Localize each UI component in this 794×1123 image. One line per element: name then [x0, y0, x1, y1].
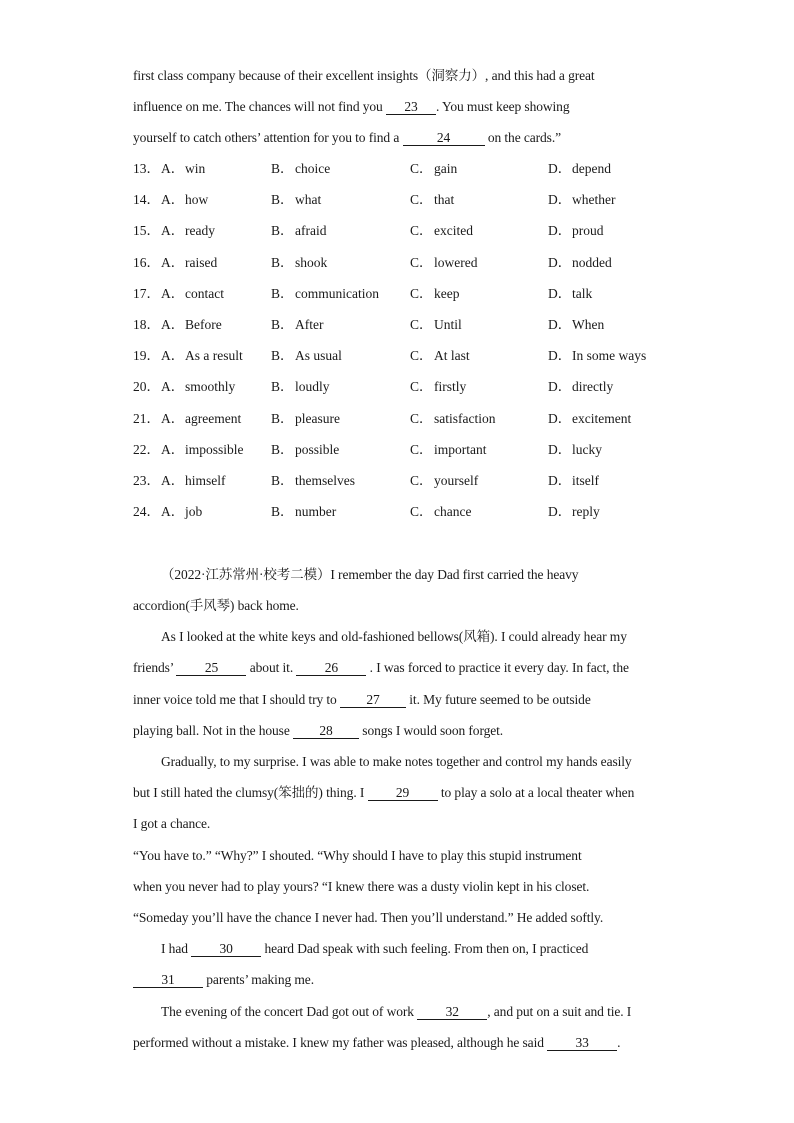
option-letter: D．	[548, 473, 572, 488]
option-b[interactable]	[271, 191, 321, 209]
option-b[interactable]	[271, 347, 342, 365]
option-letter: B．	[271, 348, 294, 363]
option-text: In some ways	[572, 348, 647, 363]
option-letter: B．	[271, 161, 294, 176]
option-letter: C．	[410, 504, 433, 519]
passage-text: I had	[161, 941, 188, 956]
question-row	[133, 160, 673, 178]
option-text: important	[434, 442, 487, 457]
passage-line	[161, 628, 663, 646]
passage-text: accordion(手风琴) back home.	[133, 598, 299, 613]
option-c[interactable]	[410, 347, 470, 365]
passage-line	[133, 1034, 663, 1052]
blank-33: 33	[547, 1035, 617, 1051]
option-text: excitement	[572, 411, 632, 426]
option-letter: A．	[161, 161, 185, 176]
passage-text: “You have to.” “Why?” I shouted. “Why should I have to play this stupid instrument	[133, 848, 582, 863]
option-text: As a result	[185, 348, 243, 363]
option-text: gain	[434, 161, 458, 176]
passage-line	[133, 98, 663, 116]
passage-line	[133, 659, 663, 677]
question-number: 17．	[133, 286, 160, 301]
blank-31: 31	[133, 972, 203, 988]
option-c[interactable]	[410, 254, 477, 272]
option-a[interactable]	[161, 410, 241, 428]
passage-text: performed without a mistake. I knew my father was pleased, although he said	[133, 1035, 544, 1050]
passage-text: （2022·江苏常州·校考二模）I remember the day Dad first carried the heavy	[161, 567, 579, 582]
option-letter: A．	[161, 442, 185, 457]
option-a[interactable]	[161, 503, 202, 521]
option-a[interactable]	[161, 316, 222, 334]
option-a[interactable]	[161, 285, 224, 303]
question-row	[133, 378, 673, 396]
option-text: proud	[572, 223, 604, 238]
blank-29: 29	[368, 785, 438, 801]
passage-text: “Someday you’ll have the chance I never had. Then you’ll understand.” He added softly.	[133, 910, 604, 925]
passage-text: . You must keep showing	[436, 99, 570, 114]
passage-line	[161, 753, 663, 771]
passage-line	[133, 67, 663, 85]
passage-line	[133, 815, 663, 833]
option-d[interactable]	[548, 410, 631, 428]
option-letter: A．	[161, 411, 185, 426]
option-text: communication	[295, 286, 379, 301]
option-letter: A．	[161, 192, 185, 207]
question-number: 24．	[133, 504, 160, 519]
option-letter: B．	[271, 223, 294, 238]
option-text: how	[185, 192, 209, 207]
option-c[interactable]	[410, 378, 466, 396]
option-text: shook	[295, 255, 328, 270]
option-letter: A．	[161, 223, 185, 238]
passage-text: , and put on a suit and tie. I	[487, 1004, 632, 1019]
passage-line	[161, 940, 663, 958]
question-number: 22．	[133, 442, 160, 457]
option-b[interactable]	[271, 222, 326, 240]
question-number: 20．	[133, 379, 160, 394]
option-text: contact	[185, 286, 224, 301]
option-letter: D．	[548, 442, 572, 457]
option-letter: B．	[271, 473, 294, 488]
passage-text: influence on me. The chances will not find you	[133, 99, 383, 114]
option-c[interactable]	[410, 441, 487, 459]
blank-27: 27	[340, 692, 406, 708]
passage-line	[133, 597, 663, 615]
question-row	[133, 316, 673, 334]
option-text: job	[185, 504, 203, 519]
passage-source-line	[161, 566, 663, 584]
option-letter: C．	[410, 442, 433, 457]
passage-text: As I looked at the white keys and old-fashioned bellows(风箱). I could already hear my	[161, 629, 627, 644]
option-text: Before	[185, 317, 222, 332]
question-number: 16．	[133, 255, 160, 270]
option-c[interactable]	[410, 316, 462, 334]
blank-23: 23	[386, 99, 436, 115]
option-text: that	[434, 192, 455, 207]
option-text: agreement	[185, 411, 242, 426]
question-number: 13．	[133, 161, 160, 176]
option-letter: D．	[548, 317, 572, 332]
option-c[interactable]	[410, 160, 457, 178]
question-row	[133, 472, 673, 490]
option-c[interactable]	[410, 222, 473, 240]
option-text: afraid	[295, 223, 327, 238]
option-a[interactable]	[161, 441, 244, 459]
option-letter: A．	[161, 379, 185, 394]
option-letter: D．	[548, 504, 572, 519]
passage-text: I got a chance.	[133, 816, 211, 831]
option-d[interactable]	[548, 285, 592, 303]
option-text: lucky	[572, 442, 602, 457]
option-text: talk	[572, 286, 593, 301]
option-letter: C．	[410, 317, 433, 332]
question-row	[133, 285, 673, 303]
option-c[interactable]	[410, 503, 471, 521]
option-text: win	[185, 161, 206, 176]
blank-32: 32	[417, 1004, 487, 1020]
option-text: After	[295, 317, 324, 332]
option-d[interactable]	[548, 472, 599, 490]
option-letter: C．	[410, 223, 433, 238]
option-letter: C．	[410, 255, 433, 270]
option-letter: D．	[548, 379, 572, 394]
option-letter: B．	[271, 192, 294, 207]
option-text: possible	[295, 442, 340, 457]
option-letter: A．	[161, 473, 185, 488]
option-text: lowered	[434, 255, 478, 270]
blank-28: 28	[293, 723, 359, 739]
option-b[interactable]	[271, 472, 355, 490]
option-d[interactable]	[548, 254, 612, 272]
option-letter: D．	[548, 411, 572, 426]
question-number: 23．	[133, 473, 160, 488]
option-d[interactable]	[548, 191, 615, 209]
option-letter: B．	[271, 379, 294, 394]
option-a[interactable]	[161, 378, 235, 396]
option-text: As usual	[295, 348, 342, 363]
option-text: When	[572, 317, 605, 332]
option-b[interactable]	[271, 378, 330, 396]
option-text: themselves	[295, 473, 355, 488]
option-letter: B．	[271, 255, 294, 270]
option-text: himself	[185, 473, 226, 488]
question-number: 18．	[133, 317, 160, 332]
option-text: reply	[572, 504, 600, 519]
question-number: 14．	[133, 192, 160, 207]
option-letter: D．	[548, 286, 572, 301]
passage-text: . I was forced to practice it every day. In fact, the	[369, 660, 629, 675]
blank-30: 30	[191, 941, 261, 957]
passage-text: to play a solo at a local theater when	[440, 785, 635, 800]
option-letter: C．	[410, 379, 433, 394]
option-text: smoothly	[185, 379, 236, 394]
option-a[interactable]	[161, 160, 205, 178]
passage-text: when you never had to play yours? “I knew there was a dusty violin kept in his closet.	[133, 879, 590, 894]
passage-text: Gradually, to my surprise. I was able to make notes together and control my hands easily	[161, 754, 632, 769]
option-letter: B．	[271, 317, 294, 332]
question-row	[133, 347, 673, 365]
option-b[interactable]	[271, 503, 336, 521]
option-letter: B．	[271, 286, 294, 301]
option-letter: D．	[548, 161, 572, 176]
option-letter: C．	[410, 411, 433, 426]
option-letter: C．	[410, 348, 433, 363]
passage-text: but I still hated the clumsy(笨拙的) thing. I	[133, 785, 365, 800]
passage-text: heard Dad speak with such feeling. From then on, I practiced	[264, 941, 589, 956]
passage-text: songs I would soon forget.	[362, 723, 504, 738]
question-row	[133, 503, 673, 521]
option-b[interactable]	[271, 410, 340, 428]
passage-line	[133, 129, 663, 147]
option-letter: D．	[548, 192, 572, 207]
option-text: keep	[434, 286, 460, 301]
option-letter: A．	[161, 286, 185, 301]
option-letter: A．	[161, 255, 185, 270]
passage-line	[133, 878, 663, 896]
option-text: firstly	[434, 379, 467, 394]
option-d[interactable]	[548, 347, 646, 365]
option-letter: A．	[161, 348, 185, 363]
option-text: pleasure	[295, 411, 340, 426]
option-c[interactable]	[410, 285, 459, 303]
question-number: 21．	[133, 411, 160, 426]
passage-text: playing ball. Not in the house	[133, 723, 290, 738]
option-b[interactable]	[271, 254, 327, 272]
option-text: number	[295, 504, 337, 519]
option-b[interactable]	[271, 285, 379, 303]
passage-text: friends’	[133, 660, 174, 675]
option-d[interactable]	[548, 378, 613, 396]
option-c[interactable]	[410, 191, 454, 209]
question-number: 15．	[133, 223, 160, 238]
option-letter: B．	[271, 442, 294, 457]
passage-line	[133, 784, 663, 802]
option-letter: C．	[410, 161, 433, 176]
question-row	[133, 441, 673, 459]
option-letter: B．	[271, 411, 294, 426]
option-a[interactable]	[161, 191, 208, 209]
option-text: directly	[572, 379, 614, 394]
option-d[interactable]	[548, 316, 604, 334]
passage-text: on the cards.”	[487, 130, 562, 145]
option-text: what	[295, 192, 322, 207]
option-text: raised	[185, 255, 218, 270]
passage-line	[133, 691, 663, 709]
passage-text: .	[617, 1035, 621, 1050]
question-row	[133, 254, 673, 272]
option-text: At last	[434, 348, 470, 363]
option-text: choice	[295, 161, 331, 176]
option-b[interactable]	[271, 316, 323, 334]
option-letter: D．	[548, 348, 572, 363]
passage-line	[133, 909, 663, 927]
option-a[interactable]	[161, 254, 217, 272]
passage-text: parents’ making me.	[206, 972, 314, 987]
option-letter: A．	[161, 317, 185, 332]
question-number: 19．	[133, 348, 160, 363]
blank-25: 25	[176, 660, 246, 676]
option-letter: D．	[548, 223, 572, 238]
option-letter: C．	[410, 473, 433, 488]
option-text: nodded	[572, 255, 612, 270]
passage-text: first class company because of their excellent insights（洞察力）, and this had a great	[133, 68, 595, 83]
option-a[interactable]	[161, 347, 243, 365]
option-text: depend	[572, 161, 611, 176]
option-letter: A．	[161, 504, 185, 519]
option-letter: C．	[410, 192, 433, 207]
option-text: Until	[434, 317, 462, 332]
blank-24: 24	[403, 130, 485, 146]
option-text: ready	[185, 223, 215, 238]
option-text: itself	[572, 473, 599, 488]
option-text: yourself	[434, 473, 479, 488]
option-text: chance	[434, 504, 472, 519]
option-d[interactable]	[548, 160, 611, 178]
blank-26: 26	[296, 660, 366, 676]
option-d[interactable]	[548, 503, 600, 521]
option-text: excited	[434, 223, 473, 238]
passage-line	[133, 971, 663, 989]
option-text: impossible	[185, 442, 244, 457]
option-letter: D．	[548, 255, 572, 270]
passage-text: inner voice told me that I should try to	[133, 692, 337, 707]
option-a[interactable]	[161, 222, 215, 240]
option-text: satisfaction	[434, 411, 496, 426]
option-b[interactable]	[271, 441, 339, 459]
option-letter: C．	[410, 286, 433, 301]
passage-text: yourself to catch others’ attention for you to find a	[133, 130, 400, 145]
option-letter: B．	[271, 504, 294, 519]
option-d[interactable]	[548, 222, 604, 240]
option-c[interactable]	[410, 472, 478, 490]
option-b[interactable]	[271, 160, 330, 178]
question-row	[133, 222, 673, 240]
option-d[interactable]	[548, 441, 602, 459]
option-text: whether	[572, 192, 616, 207]
passage-text: it. My future seemed to be outside	[409, 692, 591, 707]
option-c[interactable]	[410, 410, 495, 428]
passage-text: about it.	[249, 660, 294, 675]
passage-line	[133, 722, 663, 740]
question-row	[133, 191, 673, 209]
question-row	[133, 410, 673, 428]
option-text: loudly	[295, 379, 330, 394]
passage-line	[133, 847, 663, 865]
option-a[interactable]	[161, 472, 226, 490]
passage-text: The evening of the concert Dad got out of work	[161, 1004, 414, 1019]
passage-line	[161, 1003, 663, 1021]
